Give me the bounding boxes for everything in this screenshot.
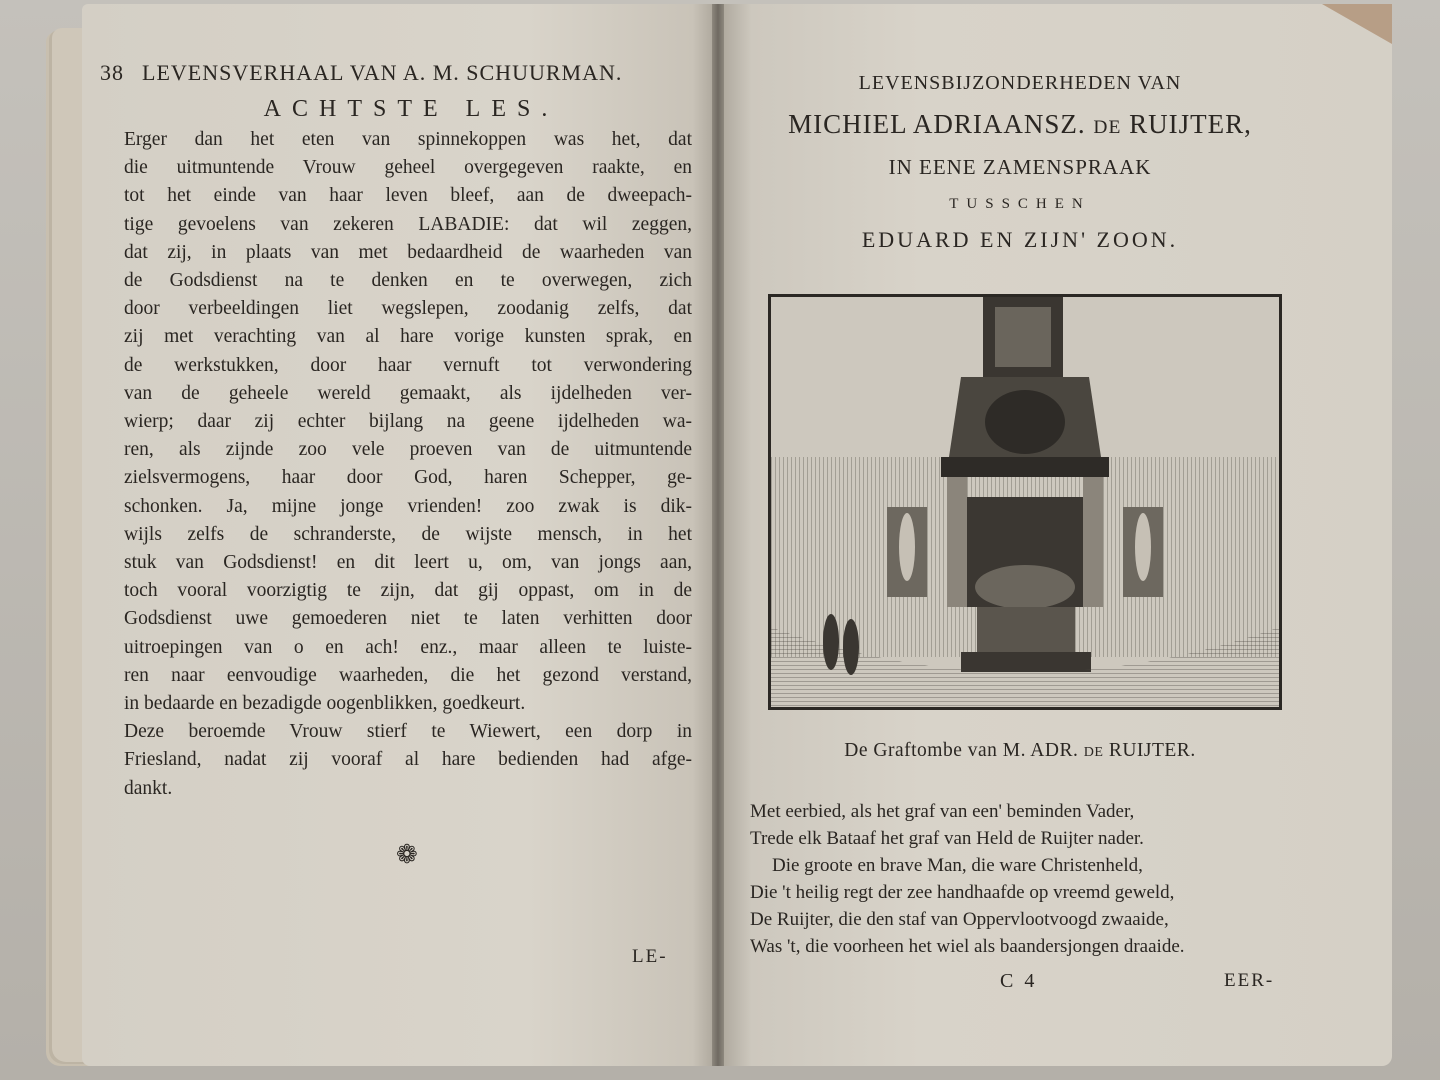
text-line: ren, als zijnde zoo vele proeven van de uitmuntende xyxy=(124,439,692,461)
paragraph-2 xyxy=(100,718,692,803)
poem-line: Was 't, die voorheen het wiel als baandersjongen draaide. xyxy=(750,936,1185,957)
heading-line-2 xyxy=(720,104,1320,148)
text-line: door verbeeldingen liet wegslepen, zoodanig zelfs, dat xyxy=(124,298,692,320)
text-line: die uitmuntende Vrouw geheel overgegeven raakte, en xyxy=(124,157,692,179)
illustration-caption xyxy=(720,740,1320,762)
heading-line-3: IN EENE ZAMENSPRAAK xyxy=(888,155,1152,179)
heading-surname: RUIJTER, xyxy=(1121,109,1252,139)
text-line: de Godsdienst na te denken en te overwegen, zich xyxy=(124,270,692,292)
text-line: in bedaarde en bezadigde oogenblikken, goedkeurt. xyxy=(124,693,526,715)
text-line: dat zij, in plaats van met bedaardheid de waarheden van xyxy=(124,241,692,263)
text-line: ren naar eenvoudige waarheden, die het gezond verstand, xyxy=(124,664,692,686)
left-page-text xyxy=(100,58,692,803)
paragraph-1 xyxy=(100,126,692,718)
text-line: wijls zelfs de schranderste, de wijste mensch, in het xyxy=(124,523,692,545)
running-head-title: LEVENSVERHAAL VAN A. M. SCHUURMAN. xyxy=(142,60,623,85)
text-line: tige gevoelens van zekeren LABADIE: dat wil zeggen, xyxy=(124,213,692,235)
text-line: uitroepingen van o en ach! enz., maar alleen te luiste- xyxy=(124,636,692,658)
page-number: 38 xyxy=(100,60,124,85)
chapter-title: ACHTSTE LES. xyxy=(263,96,559,122)
text-line: tot het einde van haar leven bleef, aan de dweepach- xyxy=(124,185,692,207)
signature-mark: C 4 xyxy=(1000,970,1038,992)
heading-line-5: EDUARD EN ZIJN' ZOON. xyxy=(861,227,1179,252)
caption-particle: DE xyxy=(1083,744,1104,760)
text-line: zielsvermogens, haar door God, haren Schepper, ge- xyxy=(124,467,692,489)
catchword-left: LE- xyxy=(632,946,668,967)
text-line: Deze beroemde Vrouw stierf te Wiewert, een dorp in xyxy=(124,721,692,743)
text-line: van de geheele wereld gemaakt, als ijdelheden ver- xyxy=(124,382,692,404)
text-line: Erger dan het eten van spinnekoppen was het, dat xyxy=(124,129,692,150)
text-line: Godsdienst uwe gemoederen niet te laten verhitten door xyxy=(124,608,692,630)
text-line: stuk van Godsdienst! en dit leert u, om, van jongs aan, xyxy=(124,552,692,574)
right-page-heading xyxy=(720,66,1320,258)
heading-line-4: TUSSCHEN xyxy=(949,196,1091,212)
text-line: Friesland, nadat zij vooraf al hare bedienden had afge- xyxy=(124,749,692,771)
poem-line: Trede elk Bataaf het graf van Held de Ruijter nader. xyxy=(750,828,1144,849)
text-line: schonken. Ja, mijne jonge vrienden! zoo zwak is dik- xyxy=(124,495,692,517)
text-line: zij met verachting van al hare vorige kunsten sprak, en xyxy=(124,326,692,348)
caption-surname: RUIJTER. xyxy=(1103,740,1196,761)
text-line: dankt. xyxy=(124,777,173,799)
body-text xyxy=(100,126,692,803)
text-line: toch vooral voorzigtig te zijn, dat gij oppast, om in de xyxy=(124,580,692,602)
poem-line: Met eerbied, als het graf van een' beminden Vader, xyxy=(750,801,1135,822)
text-line: wierp; daar zij echter bijlang na geene ijdelheden wa- xyxy=(124,411,692,433)
woodcut-illustration xyxy=(768,294,1282,710)
text-line: de werkstukken, door haar vernuft tot verwondering xyxy=(124,354,692,376)
heading-name: MICHIEL ADRIAANSZ. xyxy=(788,109,1094,139)
poem-line: De Ruijter, die den staf van Oppervlootvoogd zwaaide, xyxy=(750,909,1169,930)
catchword-right: EER- xyxy=(1224,970,1275,991)
caption-main: De Graftombe van M. ADR. xyxy=(844,740,1084,761)
poem xyxy=(750,798,1270,960)
poem-line: Die 't heilig regt der zee handhaafde op vreemd geweld, xyxy=(750,882,1175,903)
page-corner xyxy=(1322,4,1392,44)
tomb-engraving xyxy=(771,297,1279,707)
poem-line: Die groote en brave Man, die ware Christenheld, xyxy=(772,855,1143,876)
running-head-left xyxy=(100,58,692,88)
flower-ornament: ❁ xyxy=(396,840,418,869)
heading-particle: DE xyxy=(1093,117,1122,138)
heading-line-1: LEVENSBIJZONDERHEDEN VAN xyxy=(858,72,1182,94)
